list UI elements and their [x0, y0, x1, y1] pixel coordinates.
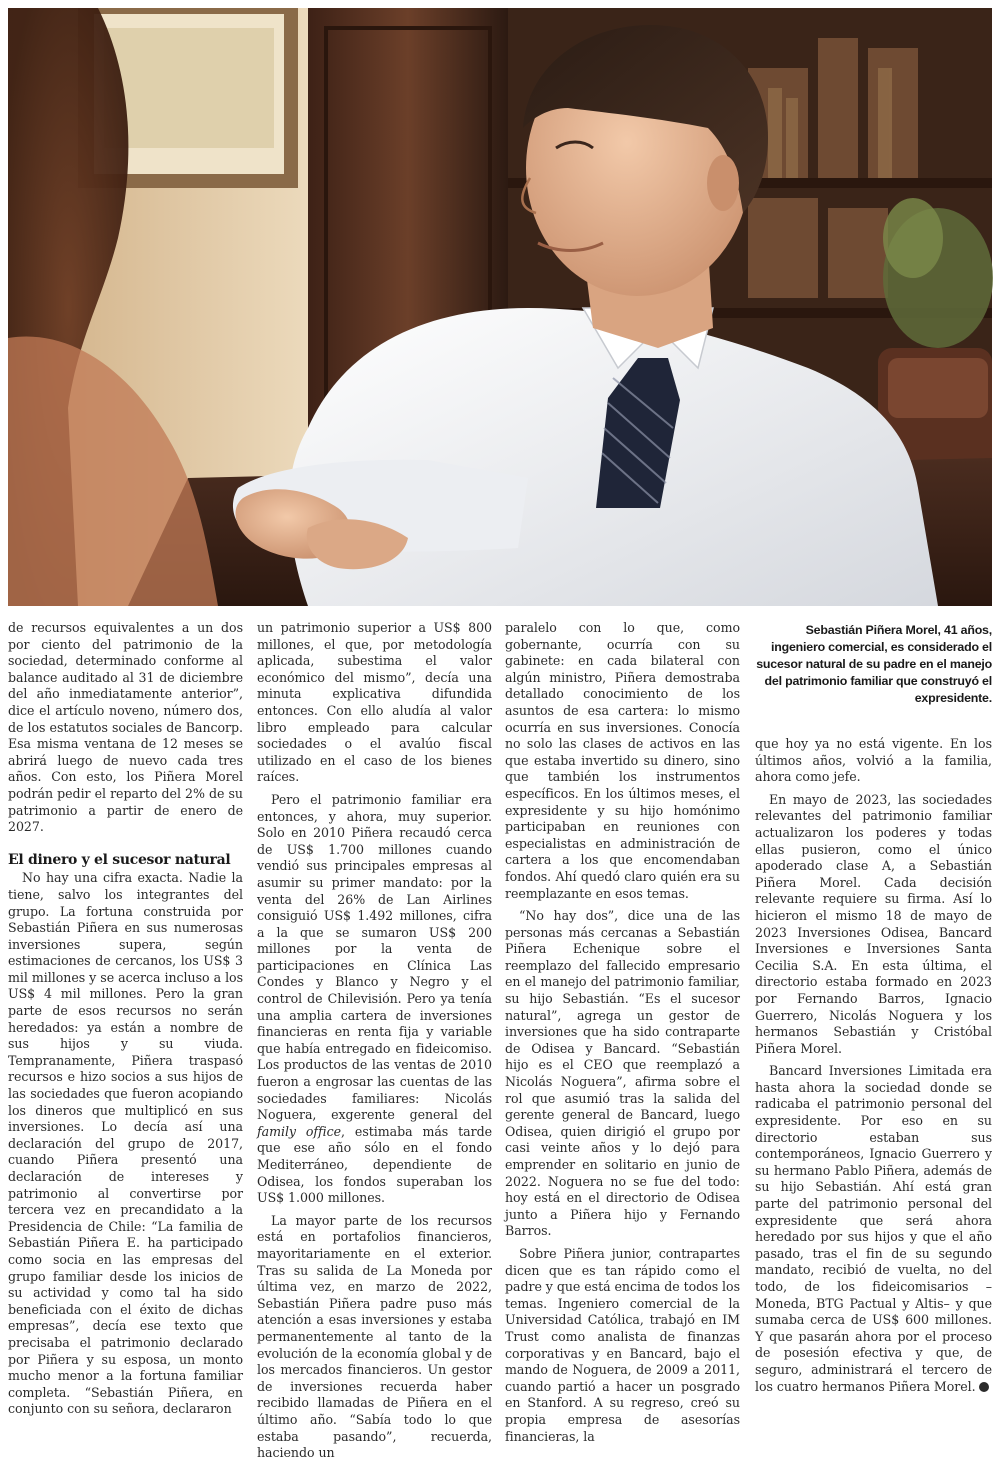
paragraph: que hoy ya no está vigente. En los últimos años, volvió a la familia, ahora como jefe.: [755, 736, 992, 785]
paragraph-text: Pero el patrimonio familiar era entonces, y ahora, muy superior. Solo en 2010 Piñera recaudó cerca de US$ 1.700 millones cuando vendió sus principales empresas al asumir su primer mandato: por la venta del 26% de Lan Airlines consiguió US$ 1.492 millones, cifra a la que se sumaron US$ 200 millones por la venta de participaciones en Clínica Las Condes y Blanco y Negro y el control de Chilevisión. Pero ya tenía una amplia cartera de inversiones financieras en renta fija y variable que había entregado en fideicomiso. Los productos de las ventas de 2010 fueron a engrosar las cuentas de las sociedades familiares: Nicolás Noguera, exgerente general del: [257, 791, 492, 1123]
paragraph-text: Bancard Inversiones Limitada era hasta ahora la sociedad donde se radicaba el patrimonio personal del expresidente. Por eso en su directorio estaban sus contemporáneos, Ignacio Guerrero y su hermano Pablo Piñera, además de su hijo Sebastián. Ahí está gran parte del patrimonio personal del expresidente que será ahora heredado por sus hijos y que el año pasado, tras el fin de su segundo mandato, recibió de vuelta, no del todo, de los fideicomisarios –Moneda, BTG Pactual y Altis– y que sumaba cerca de US$ 600 millones. Y que pasarán ahora por el proceso de posesión efectiva y que, de seguro, administrará el tercero de los cuatro hermanos Piñera Morel.: [755, 1063, 992, 1394]
article-photo: [8, 8, 992, 606]
paragraph: paralelo con lo que, como gobernante, ocurría con su gabinete: en cada bilateral con algún ministro, Piñera demostraba detallado conocimiento de los asuntos de esa cartera: lo mismo ocurría en sus inversiones. Conocía no solo las clases de activos en las que estaba invertido su dinero, sino que también los instrumentos específicos. En los últimos meses, el expresidente y su hijo homónimo participaban en reuniones con especialistas en administración de cartera a los que encomendaban fondos. Ahí quedó claro quién era su reemplazante en esos temas.: [505, 620, 740, 901]
paragraph: de recursos equivalentes a un dos por ciento del patrimonio de la sociedad, determinado conforme al balance auditado al 31 de diciembre del año inmediatamente anterior”, dice el artículo noveno, número dos, de los estatutos sociales de Bancorp. Esa misma ventana de 12 meses se abrirá luego de nuevo cada tres años. Con esto, los Piñera Morel podrán pedir el reparto del 2% de su patrimonio a partir de enero de 2027.: [8, 620, 243, 835]
paragraph: No hay una cifra exacta. Nadie la tiene, salvo los integrantes del grupo. La fortuna construida por Sebastián Piñera en sus numerosas inversiones supera, según estimaciones de cercanos, los US$ 3 mil millones y se acerca incluso a los US$ 4 mil millones. Pero la gran parte de esos recursos no serán heredados: ya están a nombre de sus hijos y su viuda. Tempranamente, Piñera traspasó recursos e hizo socios a sus hijos de las sociedades que fueron acopiando los dineros que multiplicó en sus inversiones. Lo decía así una declaración del grupo de 2017, cuando Piñera presentó una declaración de intereses y patrimonio al convertirse por tercera vez en precandidato a la Presidencia de Chile: “La familia de Sebastián Piñera E. ha participado como socia en las empresas del grupo familiar desde los inicios de su actividad y como tal ha sido beneficiada con el éxito de dichas empresas”, decía ese texto que precisaba el patrimonio declarado por Piñera y su esposa, un monto mucho menor a la fortuna familiar completa. “Sebastián Piñera, en conjunto con su señora, declararon: [8, 870, 243, 1417]
divider: [755, 612, 992, 613]
paragraph: En mayo de 2023, las sociedades relevantes del patrimonio familiar actualizaron los poderes y todas ellas pusieron, como el único apoderado clase A, a Sebastián Piñera Morel. Cada decisión relevante requiere su firma. Así lo hicieron el mismo 18 de mayo de 2023 Inversiones Odisea, Bancard Inversiones e Inversiones Santa Cecilia S.A. En esta última, el directorio estaba formado en 2023 por Fernando Barros, Ignacio Guerrero, Nicolás Noguera y los hermanos Sebastián y Cristóbal Piñera Morel.: [755, 791, 992, 1056]
paragraph: La mayor parte de los recursos está en portafolios financieros, mayoritariamente en el exterior. Tras su salida de La Moneda por última vez, en marzo de 2022, Sebastián Piñera padre puso más atención a esas inversiones y estaba permanentemente al tanto de la evolución de la economía global y de los mercados financieros. Un gestor de inversiones recuerda haber recibido llamadas de Piñera en el último año. “Sabía todo lo que estaba pasando”, recuerda, haciendo un: [257, 1212, 492, 1461]
article-column-4: [755, 736, 992, 1394]
emphasis-text: family office: [257, 1123, 342, 1139]
paragraph: un patrimonio superior a US$ 800 millones, el que, por metodología aplicada, subestima el valor económico del mismo”, decía una minuta explicativa difundida entonces. Con ello aludía al valor libro empleado para calcular sociedades o el avalúo fiscal utilizado en el caso de los bienes raíces.: [257, 620, 492, 785]
end-of-article-icon: [979, 1382, 989, 1392]
article-column-3: [505, 620, 740, 1444]
paragraph: Sobre Piñera junior, contrapartes dicen que es tan rápido como el padre y que está encima de todos los temas. Ingeniero comercial de la Universidad Católica, trabajó en IM Trust como analista de finanzas corporativas y en Bancard, bajo el mando de Noguera, de 2009 a 2011, cuando partió a hacer un posgrado en Stanford. A su regreso, creó su propia empresa de asesorías financieras, la: [505, 1245, 740, 1444]
photo-caption: Sebastián Piñera Morel, 41 años, ingeniero comercial, es considerado el sucesor natural de su padre en el manejo del patrimonio familiar que construyó el expresidente.: [756, 623, 992, 705]
paragraph: [257, 792, 492, 1207]
section-heading: El dinero y el sucesor natural: [8, 851, 231, 868]
paragraph: “No hay dos”, dice una de las personas más cercanas a Sebastián Piñera Echenique sobre el reemplazo del fallecido empresario en el manejo del patrimonio familiar, su hijo Sebastián. “Es el sucesor natural”, agrega un gestor de inversiones que ha sido contraparte de Odisea y Bancard. “Sebastián hijo es el CEO que reemplazó a Nicolás Noguera”, afirma sobre el rol que asumió tras la salida del gerente general de Bancard, luego Odisea, quien dirigió el grupo por casi veinte años y lo dejó para emprender en solitario en junio de 2022. Noguera no se fue del todo: hoy está en el directorio de Odisea junto a Piñera hijo y Fernando Barros.: [505, 908, 740, 1239]
article-column-2: [257, 620, 492, 1461]
paragraph: [755, 1063, 992, 1395]
article-column-1: [8, 620, 243, 1417]
paragraph-text: , estimaba más tarde que ese año sólo en el fondo Mediterráneo, dependiente de Odisea, los fondos superaban los US$ 1.000 millones.: [257, 1123, 492, 1206]
